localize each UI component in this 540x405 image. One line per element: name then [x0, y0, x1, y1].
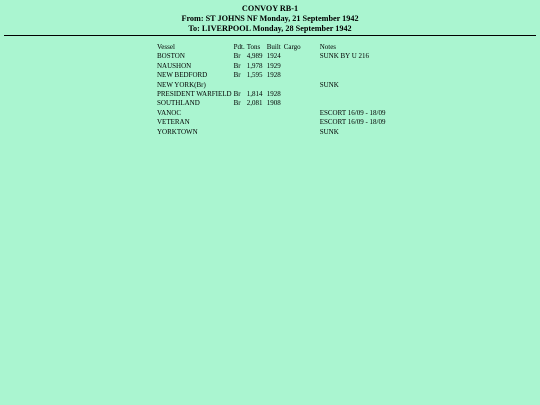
cell-notes: [320, 71, 392, 80]
cell-cargo: [284, 128, 320, 137]
cell-tons: 4,989: [246, 52, 263, 61]
cell-vessel: BOSTON: [157, 52, 185, 61]
cell-built: [267, 128, 284, 137]
cell-vessel: NEW BEDFORD: [157, 71, 208, 80]
column-header-pdt: Pdt.: [233, 43, 245, 51]
cell-built: 1924: [266, 52, 281, 61]
cell-tons: 1,595: [246, 71, 263, 80]
cell-notes: SUNK: [319, 80, 339, 89]
cell-built: [267, 118, 284, 127]
table-row: [157, 71, 392, 80]
convoy-vessel-table: [157, 43, 392, 137]
cell-vessel: SOUTHLAND: [157, 99, 200, 108]
cell-built: 1929: [266, 61, 281, 70]
cell-built: 1928: [266, 90, 281, 99]
cell-built: [267, 109, 284, 118]
convoy-to: To: LIVERPOOL Monday, 28 September 1942: [188, 24, 352, 33]
cell-pdt: [234, 118, 247, 127]
cell-cargo: [284, 71, 320, 80]
cell-vessel: NEW YORK(Br): [157, 80, 206, 89]
cell-tons: [247, 81, 267, 90]
table-row: [157, 90, 392, 99]
cell-cargo: [284, 62, 320, 71]
cell-tons: 2,081: [246, 99, 263, 108]
cell-cargo: [284, 81, 320, 90]
column-header-tons: Tons: [246, 43, 261, 51]
cell-notes: ESCORT 16/09 - 18/09: [319, 118, 386, 127]
cell-vessel: VANOC: [157, 108, 181, 117]
cell-notes: SUNK BY U 216: [319, 52, 370, 61]
cell-cargo: [284, 118, 320, 127]
column-header-vessel: Vessel: [157, 43, 175, 51]
cell-pdt: Br: [233, 90, 241, 99]
cell-vessel: VETERAN: [157, 118, 190, 127]
cell-built: [267, 81, 284, 90]
cell-cargo: [284, 99, 320, 108]
cell-cargo: [284, 52, 320, 61]
cell-pdt: [234, 109, 247, 118]
cell-pdt: Br: [233, 61, 241, 70]
convoy-header: [0, 0, 540, 34]
table-row: [157, 109, 392, 118]
cell-vessel: NAUSHON: [157, 61, 192, 70]
table-row: [157, 118, 392, 127]
table-body: [157, 52, 392, 137]
table-row: [157, 81, 392, 90]
cell-cargo: [284, 90, 320, 99]
column-header-cargo: Cargo: [283, 43, 301, 51]
header-divider: [4, 35, 536, 36]
table-row: [157, 99, 392, 108]
cell-built: 1928: [266, 71, 281, 80]
cell-notes: [320, 62, 392, 71]
column-header-notes: Notes: [319, 43, 337, 51]
cell-built: 1908: [266, 99, 281, 108]
table-row: [157, 128, 392, 137]
cell-pdt: [234, 81, 247, 90]
cell-vessel: PRESIDENT WARFIELD: [157, 90, 232, 99]
cell-pdt: [234, 128, 247, 137]
table-row: [157, 62, 392, 71]
cell-pdt: Br: [233, 71, 241, 80]
convoy-from: From: ST JOHNS NF Monday, 21 September 1942: [181, 14, 359, 23]
cell-pdt: Br: [233, 52, 241, 61]
cell-notes: [320, 90, 392, 99]
cell-tons: 1,814: [246, 90, 263, 99]
cell-pdt: Br: [233, 99, 241, 108]
table-header-row: [157, 43, 392, 52]
column-header-built: Built: [266, 43, 281, 51]
cell-tons: [247, 109, 267, 118]
cell-notes: SUNK: [319, 127, 339, 136]
table-row: [157, 52, 392, 61]
cell-cargo: [284, 109, 320, 118]
cell-notes: ESCORT 16/09 - 18/09: [319, 108, 386, 117]
cell-tons: [247, 118, 267, 127]
convoy-title: CONVOY RB-1: [241, 4, 299, 13]
cell-tons: [247, 128, 267, 137]
cell-vessel: YORKTOWN: [157, 127, 198, 136]
cell-tons: 1,978: [246, 61, 263, 70]
cell-notes: [320, 99, 392, 108]
